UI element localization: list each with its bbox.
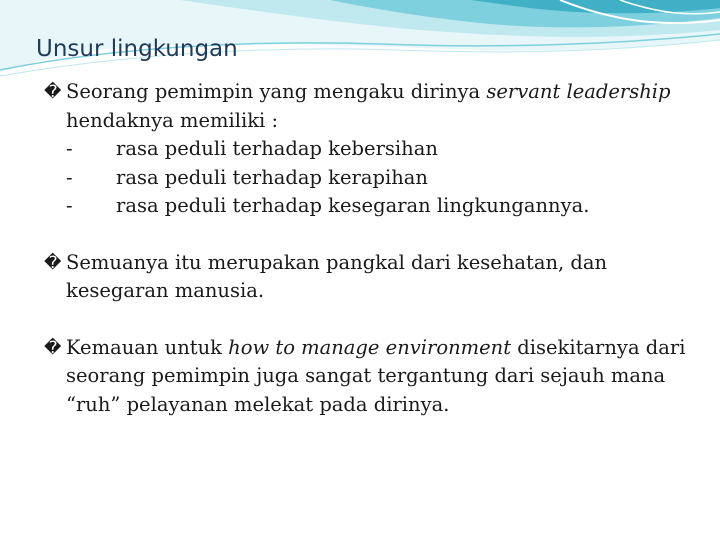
paragraph-italic-text: how to manage environment	[228, 335, 512, 359]
dash-item-text: rasa peduli terhadap kerapihan	[116, 165, 428, 189]
paragraph-italic-text: servant leadership	[486, 80, 671, 103]
paragraph-text: hendaknya memiliki :	[66, 108, 279, 132]
bullet-paragraph-1	[44, 78, 694, 221]
dash-marker: -	[66, 137, 73, 160]
dash-list-item	[66, 135, 694, 164]
bullet-icon: �	[44, 252, 62, 273]
paragraph-text: Seorang pemimpin yang mengaku dirinya	[66, 80, 487, 103]
slide-content	[44, 78, 694, 419]
slide-title: Unsur lingkungan	[36, 36, 238, 62]
paragraph-text: Kemauan untuk	[66, 335, 229, 359]
bullet-paragraph-2	[44, 249, 694, 306]
bullet-icon: �	[44, 82, 62, 102]
dash-marker: -	[66, 165, 73, 189]
dash-item-text: rasa peduli terhadap kesegaran lingkungannya.	[116, 194, 590, 217]
dash-list-item	[66, 192, 694, 221]
paragraph-text: Semuanya itu merupakan pangkal dari kesehatan, dan kesegaran manusia.	[66, 250, 608, 302]
bullet-paragraph-3	[44, 334, 694, 420]
paragraph-text: disekitarnya dari seorang pemimpin juga sangat tergantung dari sejauh mana “ruh” pelayanan melekat pada dirinya.	[66, 335, 686, 416]
bullet-icon: �	[44, 337, 62, 358]
dash-marker: -	[66, 194, 73, 217]
dash-item-text: rasa peduli terhadap kebersihan	[116, 137, 438, 160]
dash-list-item	[66, 164, 694, 193]
